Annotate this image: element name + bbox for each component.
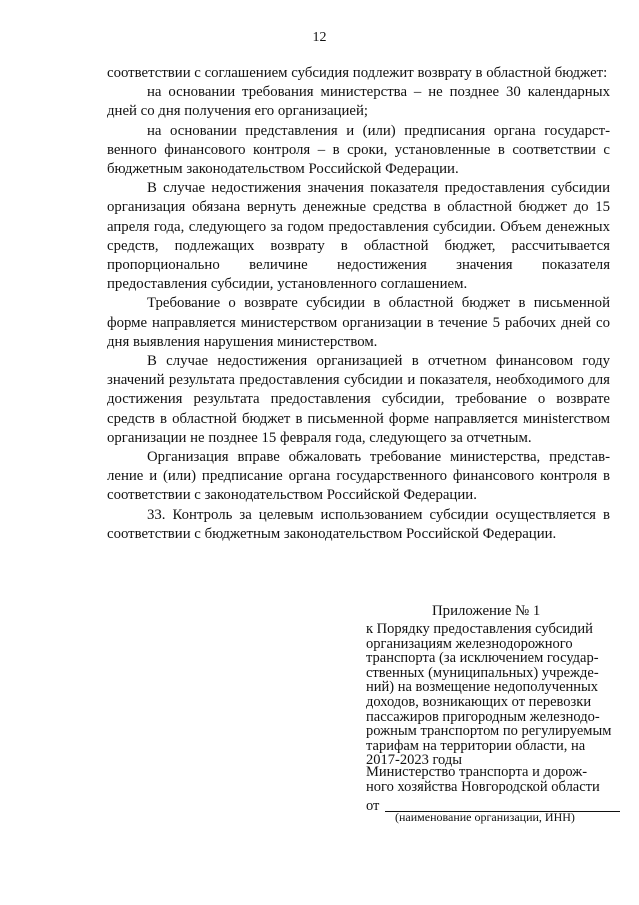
paragraph-result-shortfall: В случае недостижения организацией в отчетном финансовом году значений результата предоставления субсидии и показателя, необходимого для достижения результата предоставления субсидии, требование о возврате средств в областной бюджет в письменной форме направляется минisterством организации не позднее 15 февраля года, следующего за отчетным. <box>107 353 610 446</box>
body-text <box>107 64 610 544</box>
paragraph-clause-33: 33. Контроль за целевым использованием субсидии осуществляется в соответствии с бюджетным законодательством Российской Федерации. <box>107 506 610 542</box>
appendix-line: пассажиров пригородным железнодо- <box>366 708 600 725</box>
appendix-line: организациям железнодорожного <box>366 635 573 652</box>
paragraph-ministry-demand: на основании требования министерства – не позднее 30 календарных дней со дня получения его организацией; <box>107 84 610 120</box>
paragraph-return-demand: Требование о возврате субсидии в областной бюджет в письменной форме направляется министерством организации в течение 5 рабочих дней со дня выявления нарушения министерством. <box>107 295 610 350</box>
addressee-ministry <box>366 765 616 795</box>
page-number: 12 <box>312 30 327 45</box>
paragraph-financial-control: на основании представления и (или) предписания органа государственного финансового контроля – в сроки, установленные в соответствии с бюджетным законодательством Российской Федерации. <box>107 122 610 178</box>
appendix-line: тарифам на территории области, на <box>366 737 586 754</box>
addressee-line: Министерство транспорта и дорож- <box>366 764 588 780</box>
appendix-line: к Порядку предоставления субсидий <box>366 621 593 637</box>
paragraph-continuation: соответствии с соглашением субсидия подлежит возврату в областной бюджет: <box>107 65 608 81</box>
appendix-description <box>366 622 616 768</box>
sender-label: от <box>366 798 380 814</box>
paragraph-indicator-shortfall: В случае недостижения значения показателя предоставления субсидии организация обязана вернуть денежные средства в областной бюджет до 15 апреля года, следующего за годом предоставления субсидии. Объем денежных средств, подлежащих возврату в областной бюджет, рассчитывается пропорционально величине недостижения значения показателя предоставления субсидии, установленного соглашением. <box>107 180 610 293</box>
sender-caption: (наименование организации, ИНН) <box>395 810 575 824</box>
appendix-line: ственных (муниципальных) учрежде- <box>366 664 599 681</box>
paragraph-appeal: Организация вправе обжаловать требование министерства, представление и (или) предписание органа государственного финансового контроля в соответствии с законодательством Российской Федерации. <box>107 449 610 504</box>
appendix-title: Приложение № 1 <box>432 603 541 619</box>
appendix-line: 2017-2023 годы <box>366 752 462 769</box>
appendix-line: ний) на возмещение недополученных <box>366 679 599 696</box>
appendix-line: транспорта (за исключением государ- <box>366 650 599 667</box>
appendix-line: доходов, возникающих от перевозки <box>366 693 592 710</box>
appendix-line: рожным транспортом по регулируемым <box>366 723 612 740</box>
addressee-line: ного хозяйства Новгородской области <box>366 779 600 795</box>
